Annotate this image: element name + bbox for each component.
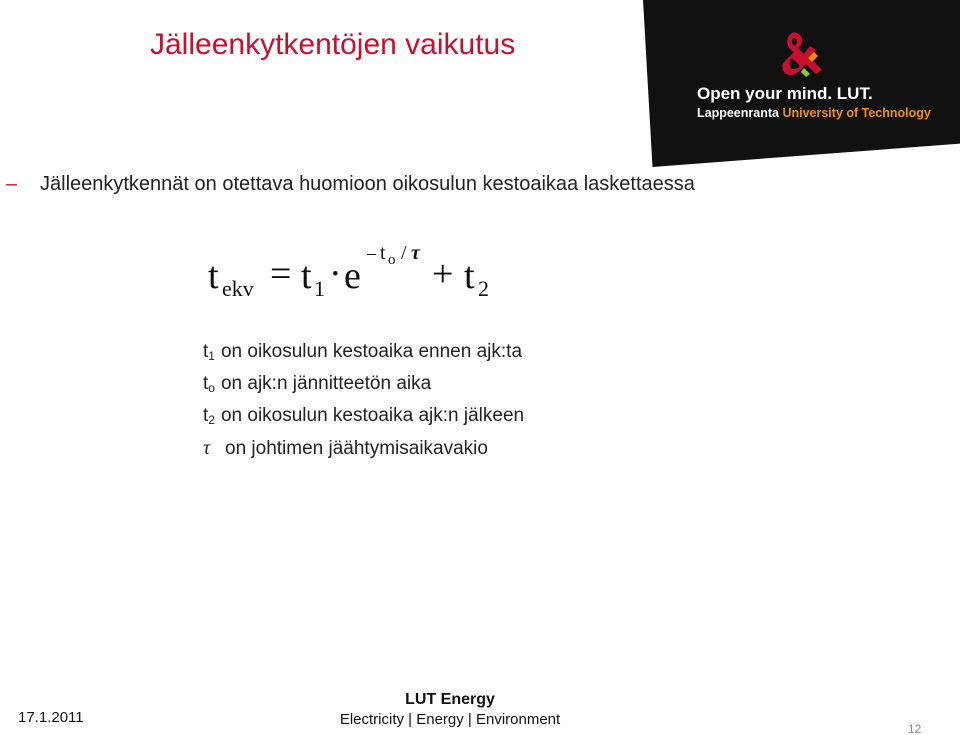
definition-item <box>203 373 524 405</box>
footer-brand: LUT Energy <box>405 691 495 708</box>
definition-text: on oikosulun kestoaika ajk:n jälkeen <box>220 405 525 426</box>
definition-symbol: $t_2$ <box>203 405 215 427</box>
equivalent-time-formula <box>208 240 528 320</box>
footer-center <box>300 690 600 730</box>
formula-e: e <box>344 255 361 297</box>
formula-exp-t: t <box>380 242 386 264</box>
formula-plus: + <box>432 253 454 295</box>
formula-dot: · <box>329 253 342 295</box>
formula-exp-slash: / <box>401 242 407 264</box>
logo-university <box>697 106 931 120</box>
footer-subtitle: Electricity | Energy | Environment <box>339 711 561 728</box>
formula-exp-sub: o <box>388 252 396 268</box>
definition-item <box>203 405 524 437</box>
definition-text: on johtimen jäähtymisaikavakio <box>225 438 488 459</box>
formula-t1: t <box>301 255 312 297</box>
definition-symbol: τ <box>203 437 211 459</box>
definition-text: on ajk:n jännitteetön aika <box>220 373 432 394</box>
logo-university-name: University of Technology <box>782 106 931 120</box>
definition-symbol: $t_o$ <box>203 373 215 395</box>
page-number: 12 <box>908 722 922 735</box>
formula-t2-sub: 2 <box>478 276 489 301</box>
logo-tagline: Open your mind. LUT. <box>697 84 873 103</box>
definition-item <box>203 437 524 469</box>
formula-lhs: t <box>208 255 219 297</box>
lut-ampersand-logo-icon <box>780 28 824 78</box>
bullet-item <box>6 173 695 196</box>
formula-t2: t <box>464 255 475 297</box>
formula-t1-sub: 1 <box>314 276 325 301</box>
formula-exp-minus: − <box>366 244 378 266</box>
slide-title: Jälleenkytkentöjen vaikutus <box>150 28 516 61</box>
formula-exp-tau: τ <box>411 242 420 264</box>
definition-list <box>203 341 524 469</box>
definition-symbol: $t_1$ <box>203 341 215 363</box>
bullet-dash-icon: – <box>6 173 18 195</box>
logo-city: Lappeenranta <box>697 106 779 120</box>
formula-lhs-sub: ekv <box>222 276 254 301</box>
formula-equals: = <box>270 253 292 295</box>
bullet-text: Jälleenkytkennät on otettava huomioon oikosulun kestoaikaa laskettaessa <box>40 173 695 195</box>
footer-date: 17.1.2011 <box>18 709 84 726</box>
definition-item <box>203 341 524 373</box>
definition-text: on oikosulun kestoaika ennen ajk:ta <box>220 341 523 362</box>
